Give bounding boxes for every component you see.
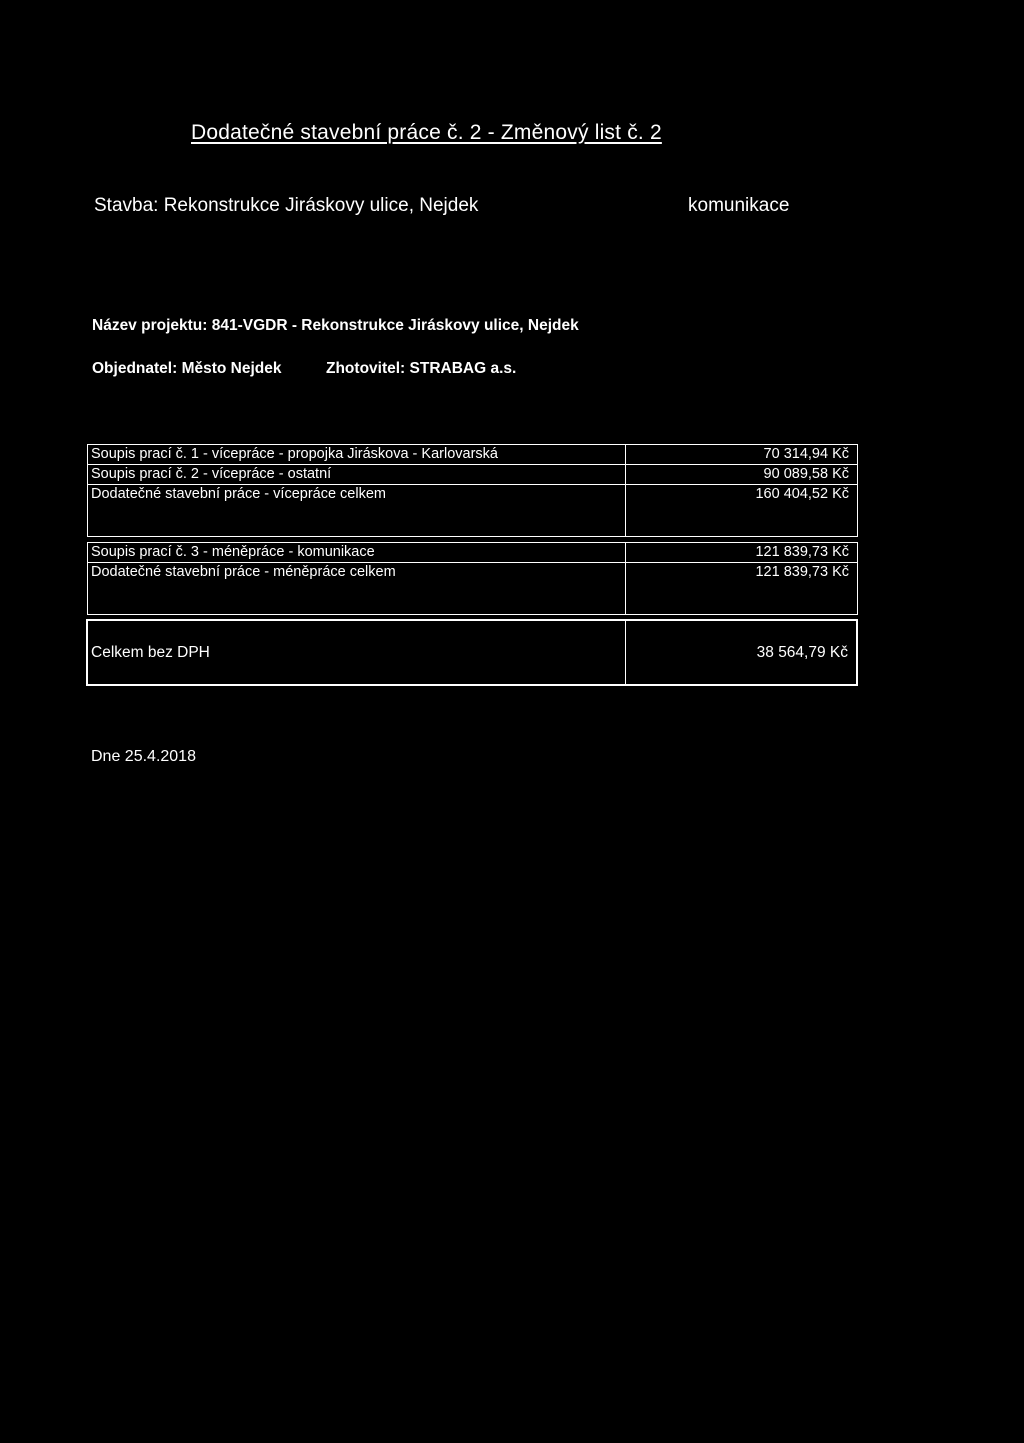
row-label: Dodatečné stavební práce - méněpráce celkem: [88, 563, 626, 614]
table-row: [88, 485, 857, 537]
contractor-name: Zhotovitel: STRABAG a.s.: [326, 360, 517, 377]
construction-type: komunikace: [688, 195, 790, 216]
total-label: Celkem bez DPH: [88, 621, 626, 684]
row-value: 160 404,52 Kč: [755, 486, 849, 502]
table-row: [88, 563, 857, 615]
table-row: [88, 445, 857, 465]
table-row: [88, 543, 857, 563]
row-value: 70 314,94 Kč: [763, 446, 849, 462]
document-title: Dodatečné stavební práce č. 2 - Změnový list č. 2: [191, 121, 662, 144]
row-label: Dodatečné stavební práce - vícepráce celkem: [88, 485, 626, 536]
client-name: Objednatel: Město Nejdek: [92, 360, 282, 377]
total-box: [86, 619, 858, 686]
total-value: 38 564,79 Kč: [756, 644, 848, 661]
row-value: 121 839,73 Kč: [755, 544, 849, 560]
extra-works-table: [87, 444, 858, 537]
row-value: 90 089,58 Kč: [763, 466, 849, 482]
row-label: Soupis prací č. 3 - méněpráce - komunikace: [88, 543, 626, 562]
document-date: Dne 25.4.2018: [91, 748, 196, 765]
row-value: 121 839,73 Kč: [755, 564, 849, 580]
reduced-works-table: [87, 542, 858, 615]
project-name: Název projektu: 841-VGDR - Rekonstrukce Jiráskovy ulice, Nejdek: [92, 317, 579, 334]
row-label: Soupis prací č. 2 - vícepráce - ostatní: [88, 465, 626, 484]
table-row: [88, 465, 857, 485]
row-label: Soupis prací č. 1 - vícepráce - propojka Jiráskova - Karlovarská: [88, 445, 626, 464]
construction-name: Stavba: Rekonstrukce Jiráskovy ulice, Nejdek: [94, 195, 479, 216]
